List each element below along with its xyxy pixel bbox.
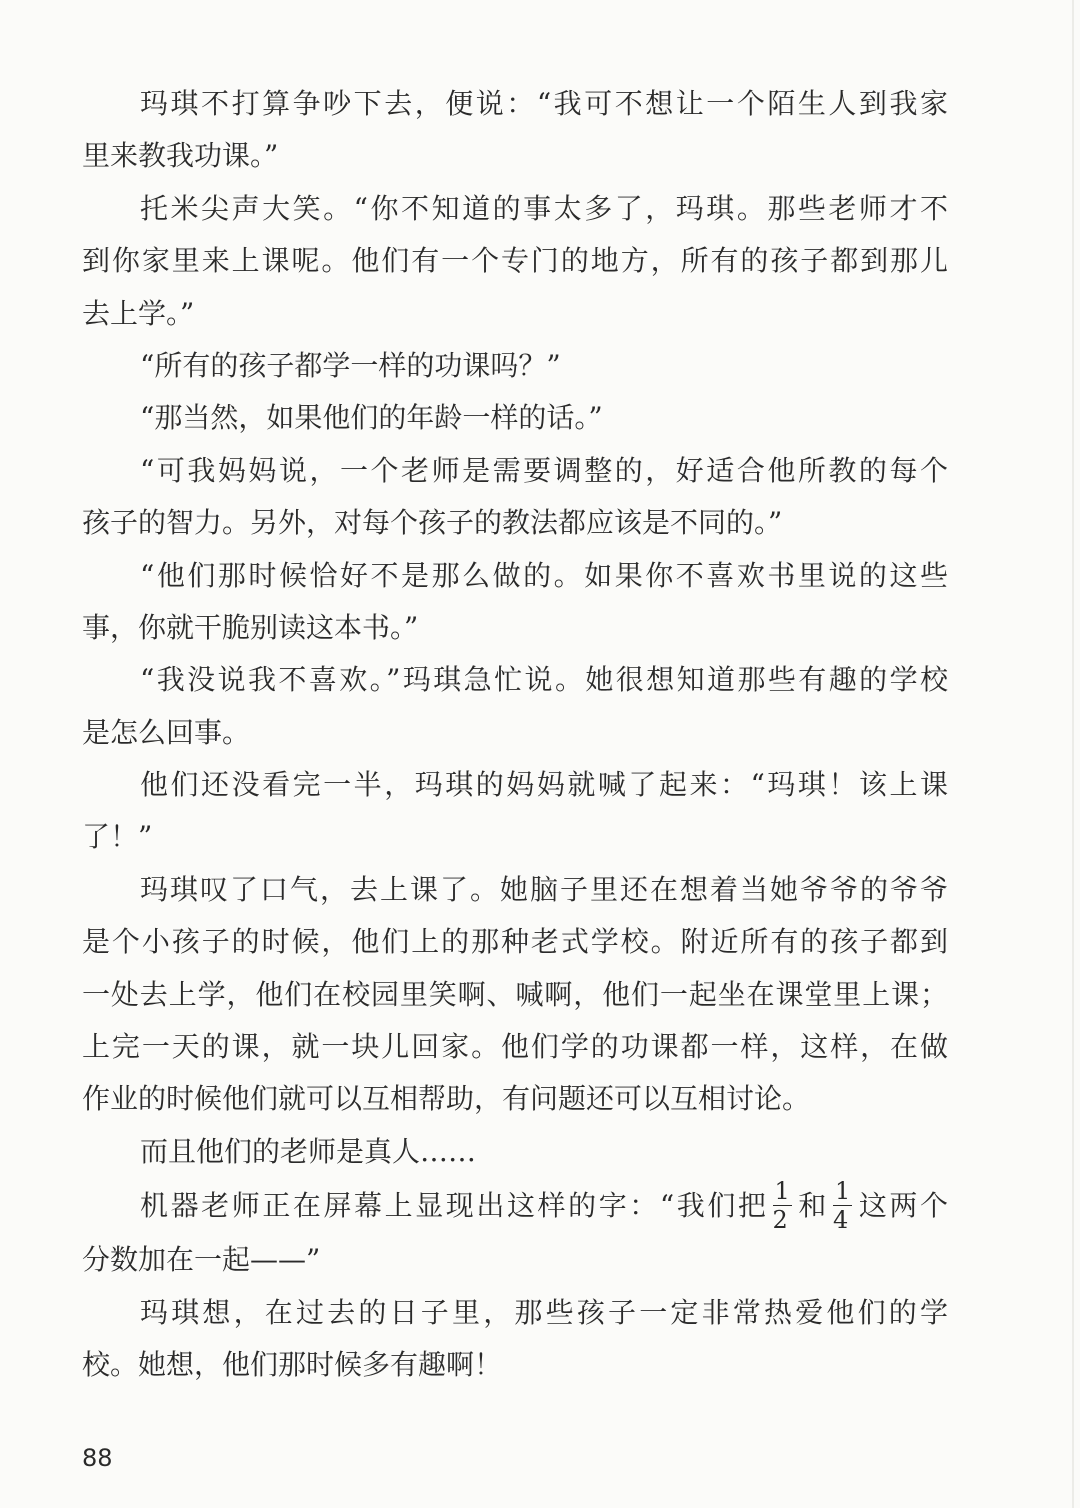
text-line: 了！” bbox=[82, 820, 153, 854]
fraction-numerator: 1 bbox=[774, 1177, 790, 1206]
page-edge-shadow bbox=[1072, 0, 1074, 1508]
text-line: 去上学。” bbox=[82, 296, 195, 330]
text-line: “我没说我不喜欢。”玛琪急忙说。她很想知道那些有趣的学校 bbox=[140, 663, 948, 697]
fraction-text-line bbox=[82, 1178, 948, 1234]
text-line: “他们那时候恰好不是那么做的。如果你不喜欢书里说的这些 bbox=[140, 558, 948, 592]
page-number: 88 bbox=[82, 1444, 113, 1472]
fraction-one-quarter bbox=[832, 1177, 852, 1235]
fraction-denominator: 4 bbox=[832, 1206, 849, 1235]
body-text bbox=[82, 78, 948, 1391]
fraction-line-middle: 和 bbox=[795, 1189, 829, 1223]
text-line: 事，你就干脆别读这本书。” bbox=[82, 610, 419, 644]
text-line: 一处去上学，他们在校园里笑啊、喊啊，他们一起坐在课堂里上课； bbox=[82, 977, 948, 1011]
text-line: “所有的孩子都学一样的功课吗？” bbox=[140, 348, 561, 382]
text-line: 玛琪想，在过去的日子里，那些孩子一定非常热爱他们的学 bbox=[140, 1295, 948, 1329]
fraction-numerator: 1 bbox=[834, 1177, 851, 1206]
text-line: 分数加在一起——” bbox=[82, 1243, 321, 1277]
text-line: 他们还没看完一半，玛琪的妈妈就喊了起来：“玛琪！该上课 bbox=[140, 768, 948, 802]
text-line: 是怎么回事。 bbox=[82, 715, 251, 749]
fraction-line-after: 这两个 bbox=[856, 1189, 948, 1223]
text-line: 玛琪不打算争吵下去，便说：“我可不想让一个陌生人到我家 bbox=[140, 87, 948, 120]
text-line: 上完一天的课，就一块儿回家。他们学的功课都一样，这样，在做 bbox=[82, 1030, 948, 1064]
fraction-one-half bbox=[772, 1177, 792, 1235]
text-line: 是个小孩子的时候，他们上的那种老式学校。附近所有的孩子都到 bbox=[82, 925, 948, 959]
text-line: “那当然，如果他们的年龄一样的话。” bbox=[140, 401, 603, 435]
text-line: 玛琪叹了口气，去上课了。她脑子里还在想着当她爷爷的爷爷 bbox=[140, 872, 948, 906]
text-line: 里来教我功课。” bbox=[82, 139, 279, 173]
text-line: 而且他们的老师是真人…… bbox=[140, 1134, 477, 1168]
text-line: 孩子的智力。另外，对每个孩子的教法都应该是不同的。” bbox=[82, 506, 783, 540]
text-line: 到你家里来上课呢。他们有一个专门的地方，所有的孩子都到那儿 bbox=[82, 244, 948, 278]
text-line: 校。她想，他们那时候多有趣啊！ bbox=[82, 1347, 503, 1381]
fraction-denominator: 2 bbox=[772, 1206, 788, 1235]
text-line: 托米尖声大笑。“你不知道的事太多了，玛琪。那些老师才不 bbox=[140, 191, 948, 225]
text-line: 作业的时候他们就可以互相帮助，有问题还可以互相讨论。 bbox=[82, 1082, 811, 1116]
text-line: “可我妈妈说，一个老师是需要调整的，好适合他所教的每个 bbox=[140, 453, 948, 487]
fraction-line-before: 机器老师正在屏幕上显现出这样的字：“我们把 bbox=[140, 1189, 769, 1223]
